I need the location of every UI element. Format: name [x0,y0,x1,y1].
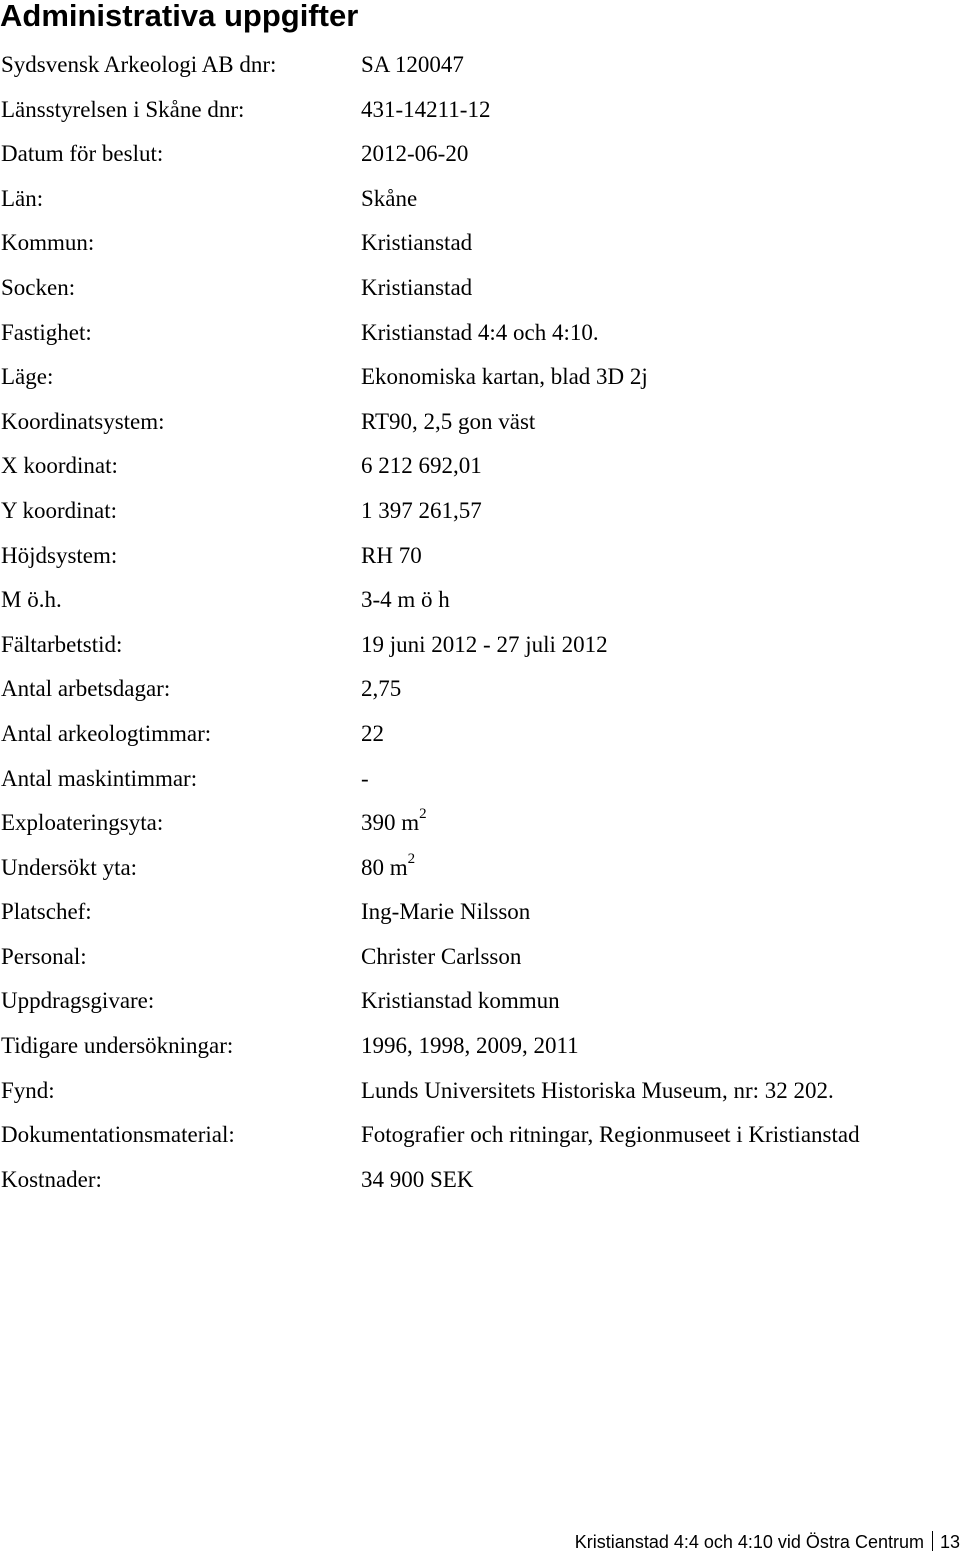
page-title: Administrativa uppgifter [0,0,359,33]
detail-label: Tidigare undersökningar: [1,1033,234,1059]
detail-label: Undersökt yta: [1,854,138,880]
detail-row [0,359,960,404]
detail-value [361,359,648,395]
detail-value [361,1117,860,1153]
detail-value-text: Ekonomiska kartan, blad 3D 2j [361,364,648,390]
detail-value [361,225,472,261]
footer-text: Kristianstad 4:4 och 4:10 vid Östra Centrum [574,1532,924,1552]
detail-value [361,1162,473,1198]
detail-value [361,761,369,797]
detail-value-text: 6 212 692,01 [361,453,482,479]
detail-value-text: 2012-06-20 [361,141,469,167]
detail-row [0,582,960,627]
detail-value-text: - [361,765,369,791]
detail-value [361,404,535,440]
detail-value [361,92,490,128]
page-footer [575,1529,960,1555]
detail-label: Kommun: [1,230,95,256]
detail-value-text: 431-14211-12 [361,96,491,122]
detail-value-text: 2,75 [361,676,402,702]
detail-value-text: SA 120047 [361,52,464,77]
detail-value-text: 390 m [361,810,420,836]
detail-label: Höjdsystem: [1,542,118,568]
detail-value-text: Ing-Marie Nilsson [361,899,531,925]
detail-value [361,493,482,529]
detail-value [361,850,415,886]
detail-row [0,1162,960,1207]
detail-label: Fynd: [1,1077,55,1103]
detail-value [361,270,472,306]
detail-label: Personal: [1,943,87,969]
detail-value-text: 34 900 SEK [361,1166,474,1192]
detail-label: Fältarbetstid: [1,631,123,657]
detail-value [361,805,427,841]
area-unit-exponent: 2 [419,806,427,823]
detail-value-text: Lunds Universitets Historiska Museum, nr: 32 202. [361,1077,834,1103]
detail-value-text: 3-4 m ö h [361,587,450,613]
detail-row [0,181,960,226]
detail-label: Dokumentationsmaterial: [1,1122,235,1148]
detail-label: Antal arbetsdagar: [1,676,171,702]
detail-value [361,181,417,217]
detail-row [0,939,960,984]
detail-row [0,136,960,181]
detail-label: Y koordinat: [1,497,118,523]
detail-row [0,850,960,895]
detail-row [0,47,960,92]
detail-label: Länsstyrelsen i Skåne dnr: [1,96,245,122]
detail-value [361,894,530,930]
detail-value-text: 22 [361,720,384,746]
detail-value-text: Christer Carlsson [361,943,522,969]
detail-row [0,627,960,672]
detail-value [361,315,599,351]
detail-value [361,1028,579,1064]
detail-label: Län: [1,185,44,211]
detail-value-text: 19 juni 2012 - 27 juli 2012 [361,631,608,657]
detail-value-text: RT90, 2,5 gon väst [361,408,536,434]
detail-value-text: Skåne [361,185,418,211]
detail-label: Fastighet: [1,319,92,345]
detail-value-text: 1 397 261,57 [361,497,482,523]
detail-value [361,136,468,172]
detail-row [0,716,960,761]
detail-value-text: Kristianstad [361,274,473,300]
detail-row [0,761,960,806]
admin-details-list [0,47,960,1206]
detail-value-text: Kristianstad [361,230,473,256]
detail-value-text: Fotografier och ritningar, Regionmuseet i Kristianstad [361,1122,860,1148]
detail-row [0,404,960,449]
detail-value [361,1073,834,1109]
detail-label: Antal maskintimmar: [1,765,198,791]
detail-row [0,315,960,360]
detail-row [0,1073,960,1118]
detail-label: Kostnader: [1,1166,102,1192]
detail-value [361,538,422,574]
page-number: 13 [939,1532,960,1552]
detail-label: Antal arkeologtimmar: [1,720,212,746]
detail-value [361,47,464,83]
detail-row [0,92,960,137]
detail-value [361,627,608,663]
detail-label: Platschef: [1,899,92,925]
detail-label: M ö.h. [1,587,62,613]
detail-value-text: RH 70 [361,542,422,568]
detail-row [0,448,960,493]
footer-divider [932,1531,933,1551]
detail-value [361,939,521,975]
detail-label: Socken: [1,274,76,300]
detail-value-text: 1996, 1998, 2009, 2011 [361,1033,579,1059]
detail-label: Koordinatsystem: [1,408,165,434]
detail-value-text: Kristianstad kommun [361,988,560,1014]
detail-value [361,983,560,1019]
detail-value [361,448,482,484]
detail-row [0,538,960,583]
detail-row [0,225,960,270]
detail-value-text: 80 m [361,854,408,880]
detail-row [0,1117,960,1162]
detail-value-text: Kristianstad 4:4 och 4:10. [361,319,599,345]
detail-label: Datum för beslut: [1,141,164,167]
detail-row [0,493,960,538]
detail-label: Sydsvensk Arkeologi AB dnr: [1,52,277,77]
detail-row [0,805,960,850]
detail-row [0,894,960,939]
detail-row [0,270,960,315]
detail-label: X koordinat: [1,453,118,479]
detail-row [0,983,960,1028]
detail-value [361,716,384,752]
detail-row [0,1028,960,1073]
detail-label: Läge: [1,364,54,390]
detail-label: Uppdragsgivare: [1,988,155,1014]
detail-value [361,582,450,618]
detail-row [0,671,960,716]
detail-value [361,671,401,707]
detail-label: Exploateringsyta: [1,810,164,836]
area-unit-exponent: 2 [407,851,416,868]
